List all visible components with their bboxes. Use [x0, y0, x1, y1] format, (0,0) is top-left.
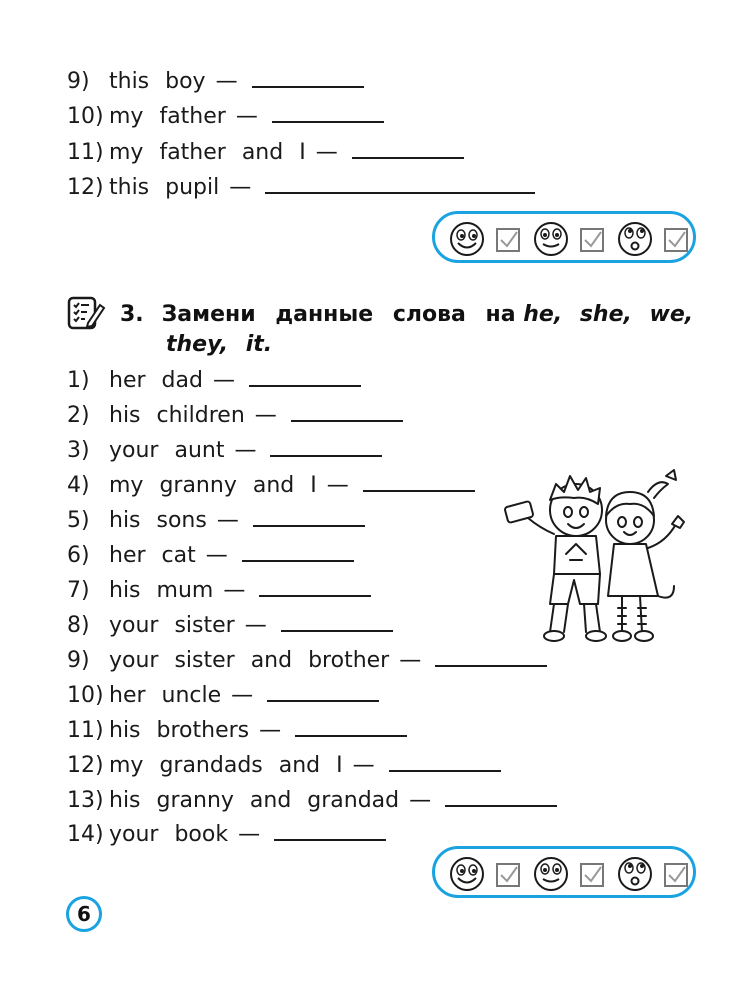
dash: —: [234, 438, 257, 463]
answer-blank[interactable]: [272, 101, 384, 123]
answer-blank[interactable]: [435, 645, 547, 667]
smiling-face-icon: [533, 220, 613, 258]
answer-blank[interactable]: [265, 172, 535, 194]
row-top-12: [67, 172, 535, 202]
dash: —: [205, 543, 228, 568]
answer-blank[interactable]: [274, 819, 386, 841]
item-text: his granny and grandad: [109, 788, 400, 813]
dash: —: [259, 718, 282, 743]
dash: —: [244, 613, 267, 638]
answer-blank[interactable]: [389, 750, 501, 772]
dash: —: [223, 578, 246, 603]
row-task-2: [67, 400, 403, 430]
self-check-happy[interactable]: [449, 220, 529, 258]
item-text: your sister and brother: [109, 648, 390, 673]
row-task-1: [67, 365, 361, 395]
item-text: his brothers: [109, 718, 250, 743]
dash: —: [254, 403, 277, 428]
item-text: my father: [109, 104, 226, 129]
kids-selfie-illustration-icon: [498, 462, 698, 647]
item-number: 9): [67, 648, 90, 673]
row-task-5: [67, 505, 365, 535]
row-task-3: [67, 435, 382, 465]
answer-blank[interactable]: [291, 400, 403, 422]
answer-blank[interactable]: [252, 66, 364, 88]
row-task-9: [67, 645, 547, 675]
item-text: my granny and I: [109, 473, 317, 498]
page-number: 6: [66, 896, 102, 932]
answer-blank[interactable]: [253, 505, 365, 527]
answer-blank[interactable]: [352, 137, 464, 159]
self-check-smiling[interactable]: [533, 855, 613, 893]
item-text: your aunt: [109, 438, 225, 463]
dash: —: [238, 822, 261, 847]
item-number: 7): [67, 578, 90, 603]
answer-blank[interactable]: [363, 470, 475, 492]
item-text: her uncle: [109, 683, 222, 708]
thinking-face-icon: [617, 855, 697, 893]
item-text: his mum: [109, 578, 214, 603]
item-text: his children: [109, 403, 245, 428]
dash: —: [326, 473, 349, 498]
item-text: his sons: [109, 508, 207, 533]
writing-task-icon: [66, 293, 106, 331]
answer-blank[interactable]: [249, 365, 361, 387]
dash: —: [216, 508, 239, 533]
item-text: her dad: [109, 368, 203, 393]
item-text: your sister: [109, 613, 235, 638]
thinking-face-icon: [617, 220, 697, 258]
item-text: this pupil: [109, 175, 220, 200]
self-check-bar: [432, 846, 696, 898]
item-number: 12): [67, 753, 104, 778]
item-text: my grandads and I: [109, 753, 343, 778]
answer-blank[interactable]: [445, 785, 557, 807]
item-number: 13): [67, 788, 104, 813]
answer-blank[interactable]: [259, 575, 371, 597]
item-number: 1): [67, 368, 90, 393]
dash: —: [399, 648, 422, 673]
item-text: my father and I: [109, 140, 306, 165]
answer-blank[interactable]: [267, 680, 379, 702]
dash: —: [235, 104, 258, 129]
item-number: 10): [67, 104, 104, 129]
dash: —: [229, 175, 252, 200]
item-number: 8): [67, 613, 90, 638]
item-number: 9): [67, 69, 90, 94]
self-check-smiling[interactable]: [533, 220, 613, 258]
task-number: 3.: [120, 302, 144, 327]
answer-blank[interactable]: [281, 610, 393, 632]
dash: —: [409, 788, 432, 813]
item-number: 11): [67, 718, 104, 743]
dash: —: [212, 368, 235, 393]
item-number: 6): [67, 543, 90, 568]
row-task-12: [67, 750, 501, 780]
smiling-face-icon: [533, 855, 613, 893]
happy-face-icon: [449, 220, 529, 258]
item-text: this boy: [109, 69, 206, 94]
dash: —: [215, 69, 238, 94]
row-task-4: [67, 470, 475, 500]
answer-blank[interactable]: [270, 435, 382, 457]
item-number: 2): [67, 403, 90, 428]
answer-blank[interactable]: [295, 715, 407, 737]
self-check-thinking[interactable]: [617, 220, 697, 258]
task-pronouns-line2: they, it.: [166, 332, 273, 357]
row-task-11: [67, 715, 407, 745]
item-number: 4): [67, 473, 90, 498]
answer-blank[interactable]: [242, 540, 354, 562]
row-task-14: [67, 819, 386, 849]
row-task-6: [67, 540, 354, 570]
self-check-thinking[interactable]: [617, 855, 697, 893]
self-check-bar: [432, 211, 696, 263]
task-title: [120, 300, 700, 360]
task-instruction: Замени данные слова на: [161, 302, 516, 327]
item-number: 12): [67, 175, 104, 200]
dash: —: [352, 753, 375, 778]
row-task-10: [67, 680, 379, 710]
item-number: 10): [67, 683, 104, 708]
happy-face-icon: [449, 855, 529, 893]
item-text: your book: [109, 822, 229, 847]
item-text: her cat: [109, 543, 196, 568]
item-number: 3): [67, 438, 90, 463]
dash: —: [315, 140, 338, 165]
item-number: 5): [67, 508, 90, 533]
row-top-9: [67, 66, 364, 96]
row-task-13: [67, 785, 557, 815]
dash: —: [231, 683, 254, 708]
task-pronouns-line1: he, she, we,: [523, 302, 694, 327]
row-top-11: [67, 137, 464, 167]
row-top-10: [67, 101, 384, 131]
self-check-happy[interactable]: [449, 855, 529, 893]
row-task-7: [67, 575, 371, 605]
item-number: 11): [67, 140, 104, 165]
item-number: 14): [67, 822, 104, 847]
row-task-8: [67, 610, 393, 640]
